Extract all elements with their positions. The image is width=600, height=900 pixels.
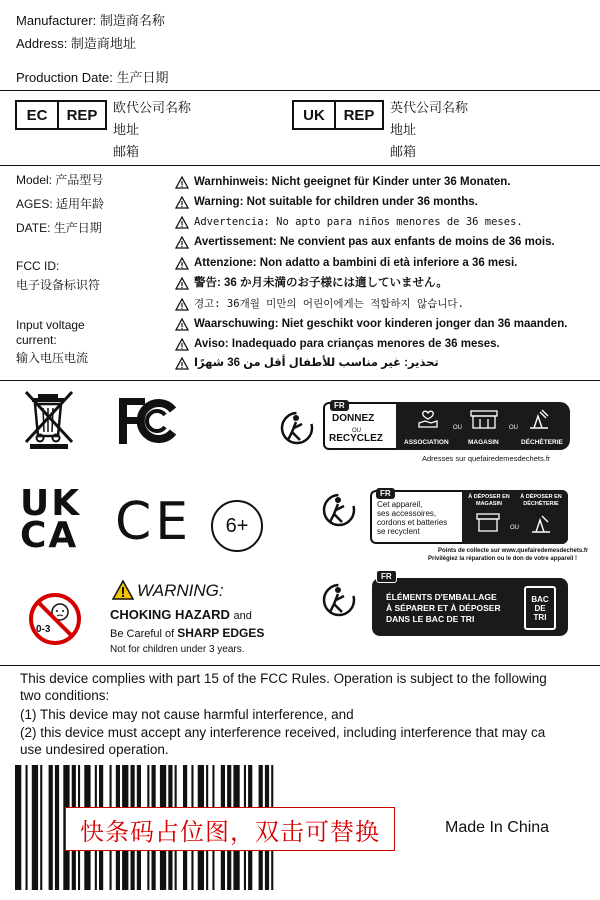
warning-text: 警告: 36 か月未満のお子様には適していません。 [194, 277, 448, 289]
warning-triangle-icon [175, 277, 189, 290]
input-cn-label: 输入电压电流 [16, 351, 89, 365]
warning-text: Advertencia: No apto para niños menores de 36 meses. [194, 216, 523, 228]
current-label: current: [16, 333, 57, 347]
barcode-bar [26, 765, 28, 890]
model-label: Model: 产品型号 [16, 173, 104, 187]
donnez-label: DONNEZ [332, 413, 375, 424]
manufacturer-line: Manufacturer: 制造商名称 [16, 13, 165, 28]
barcode-bar [40, 765, 42, 890]
sharp-edges: SHARP EDGES [177, 626, 265, 640]
weee-crossed-bin-icon [20, 388, 80, 450]
address-line: Address: 制造商地址 [16, 36, 136, 51]
age-6-plus-badge: 6+ [211, 500, 263, 552]
ou-label: OU [509, 425, 518, 431]
recyclez-label: RECYCLEZ [329, 433, 383, 444]
hands-heart-icon [416, 407, 440, 431]
barcode-bar [15, 765, 21, 890]
warning-triangle-icon [175, 236, 189, 249]
warning-triangle-icon [175, 257, 189, 270]
fcc-line: (1) This device may not cause harmful interference, and [20, 707, 354, 722]
warning-triangle-icon [112, 580, 134, 600]
warning-line [175, 235, 555, 249]
recycle3-panel [372, 578, 568, 636]
fcc-line: This device complies with part 15 of the FCC Rules. Operation is subject to the following [20, 671, 547, 686]
warning-line [175, 337, 500, 351]
recycle1-footer: Adresses sur quefairedemesdechets.fr [422, 454, 551, 463]
ec-rep-tag-ec: EC [17, 102, 59, 128]
bin-bac: BAC [531, 594, 549, 604]
warning-triangle-icon [175, 196, 189, 209]
uk-rep-tag-rep: REP [343, 106, 375, 124]
warning-line [175, 175, 511, 189]
divider [0, 665, 600, 666]
recycle3-line2: À SÉPARER ET À DÉPOSER [386, 603, 501, 613]
recycle2-panel [462, 490, 568, 544]
fcc-line: two conditions: [20, 688, 110, 703]
warning-line [175, 276, 448, 290]
magasin-label: MAGASIN [468, 439, 499, 446]
triman-icon [322, 582, 356, 618]
ec-rep-name: 欧代公司名称 [113, 100, 192, 115]
bac-de-tri-icon [524, 586, 556, 630]
recycle2-line1: Cet appareil, [377, 500, 423, 509]
warning-triangle-icon [175, 298, 189, 311]
ukca-top: UK [20, 483, 82, 524]
dechetterie-icon [528, 512, 554, 536]
recycle3-line1: ÉLÉMENTS D'EMBALLAGE [386, 592, 497, 602]
choking-hazard: CHOKING HAZARD [110, 607, 230, 622]
ec-rep-address: 地址 [113, 122, 140, 137]
barcode-placeholder[interactable] [15, 765, 425, 890]
warning-text: 경고: 36개월 미만의 어린이에게는 적합하지 않습니다. [194, 298, 464, 310]
uk-rep-name: 英代公司名称 [390, 100, 469, 115]
warning-line [175, 256, 517, 270]
careful-text: Be Careful of [110, 628, 175, 640]
date-label: DATE: 生产日期 [16, 221, 102, 235]
warning-text: Warning: Not suitable for children under 36 months. [194, 196, 478, 208]
uk-rep-badge [292, 100, 384, 130]
choking-and: and [233, 610, 252, 622]
ce-mark: CE [115, 492, 193, 552]
recycle2-line4: se recyclent [377, 527, 420, 536]
warning-line [175, 317, 567, 331]
warning-text: Avertissement: Ne convient pas aux enfants de moins de 36 mois. [194, 236, 555, 248]
ec-rep-mail: 邮箱 [113, 144, 140, 159]
shop-icon [468, 407, 500, 431]
warning-triangle-icon [175, 318, 189, 331]
warning-line [175, 215, 523, 229]
fcc-id-label: FCC ID: [16, 259, 60, 273]
fcc-line: (2) this device must accept any interference received, including interference that may ca [20, 725, 546, 740]
input-voltage-label: Input voltage [16, 318, 85, 332]
sharp-edges-line [110, 625, 264, 642]
triman-icon [322, 492, 356, 528]
ages-label: AGES: 适用年龄 [16, 197, 105, 211]
warning-triangle-icon [175, 338, 189, 351]
fr-tag: FR [376, 488, 395, 499]
dechetterie-icon [526, 406, 552, 432]
ukca-mark [20, 483, 82, 556]
barcode-bar [32, 765, 38, 890]
divider [0, 165, 600, 166]
recycle2-footer2: Privilégiez la réparation ou le don de votre appareil ! [428, 556, 578, 562]
ou-label: OU [510, 525, 519, 531]
triman-icon [280, 410, 314, 446]
fcc-line: use undesired operation. [20, 742, 169, 757]
ec-rep-badge [15, 100, 107, 130]
warning-text: Waarschuwing: Niet geschikt voor kinderen jonger dan 36 maanden. [194, 318, 568, 330]
recycle3-line3: DANS LE BAC DE TRI [386, 614, 475, 624]
depot-decheterie-label: À DÉPOSER EN DÉCHÈTERIE [520, 494, 562, 507]
production-date-line: Production Date: 生产日期 [16, 70, 169, 85]
uk-rep-tag-uk: UK [294, 102, 336, 128]
recycle2-footer1: Points de collecte sur www.quefairedemesdechets.fr [438, 548, 589, 554]
warning-line [175, 356, 439, 370]
warning-triangle-icon [175, 216, 189, 229]
warning-line [175, 297, 464, 311]
fr-tag: FR [376, 570, 397, 583]
warning-text: Attenzione: Non adatto a bambini di età inferiore a 36 mesi. [194, 257, 518, 269]
divider [0, 380, 600, 381]
fcc-id-cn: 电子设备标识符 [16, 278, 101, 292]
recycle2-line3: cordons et batteries [377, 518, 448, 527]
barcode-bar [49, 765, 53, 890]
not-for-children: Not for children under 3 years. [110, 644, 245, 655]
bin-tri: TRI [533, 612, 547, 622]
bin-de: DE [534, 603, 546, 613]
ou-label: OU [453, 425, 462, 431]
uk-rep-mail: 邮箱 [390, 144, 417, 159]
made-in-china: Made In China [445, 819, 550, 836]
ukca-bottom: CA [20, 515, 79, 556]
choking-hazard-line [110, 607, 252, 624]
warning-text: تحذير: غير مناسب للأطفال أقل من 36 شهرًا [194, 357, 439, 369]
ou-label: OU [352, 428, 361, 434]
warning-triangle-icon [175, 176, 189, 189]
divider [0, 90, 600, 91]
barcode-bar [55, 765, 59, 890]
association-label: ASSOCIATION [404, 439, 449, 446]
fr-tag: FR [330, 400, 349, 411]
warning-line [175, 195, 478, 209]
shop-icon [474, 512, 502, 534]
depot-magasin-label: À DÉPOSER EN MAGASIN [468, 494, 510, 507]
fcc-logo-icon [115, 396, 181, 446]
barcode-label: 快条码占位图，双击可替换 [65, 807, 395, 851]
recycle2-line2: ses accessoires, [377, 509, 437, 518]
decheterie-label: DÉCHÈTERIE [521, 439, 563, 446]
warning-triangle-icon [175, 357, 189, 370]
warning-text: Warnhinweis: Nicht geeignet für Kinder unter 36 Monaten. [194, 176, 511, 188]
warning-text: Aviso: Inadequado para crianças menores de 36 meses. [194, 338, 500, 350]
recycle1-panel [396, 402, 570, 450]
age-restrict-label: 0-3 [36, 624, 51, 635]
ec-rep-tag-rep: REP [66, 106, 98, 124]
uk-rep-address: 地址 [390, 122, 417, 137]
choking-warning-title: WARNING: [137, 581, 224, 600]
